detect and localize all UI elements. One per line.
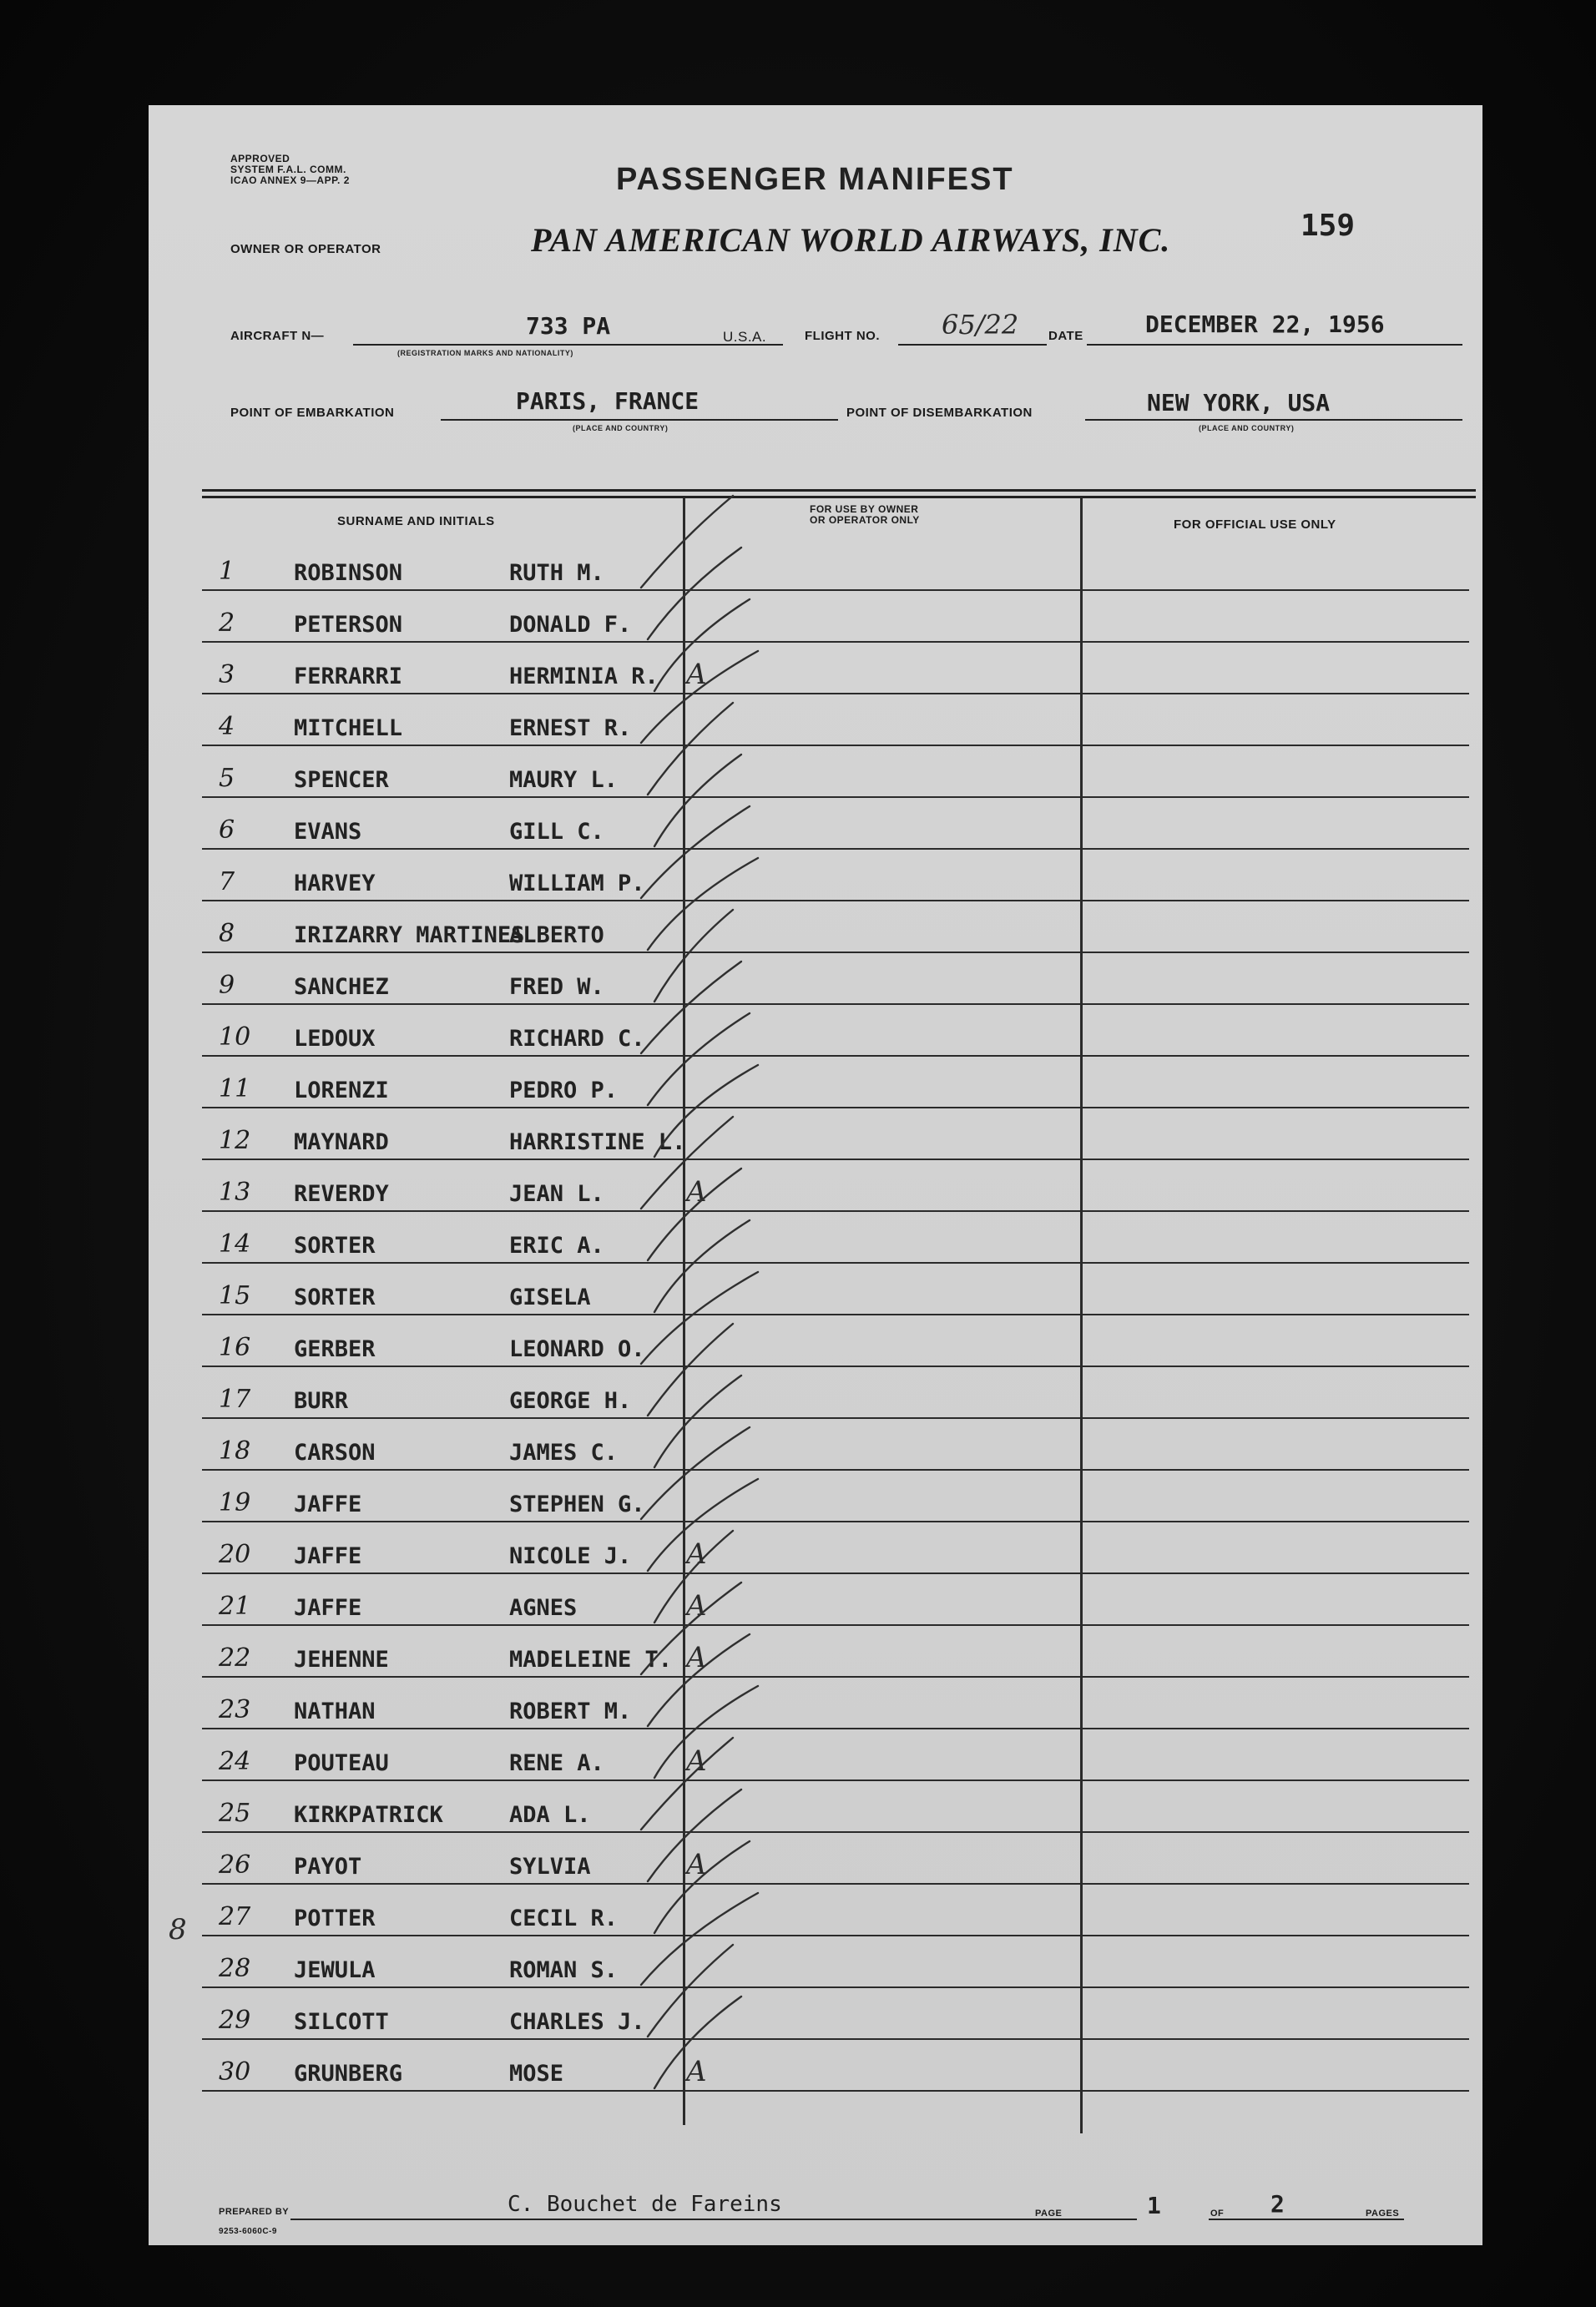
check-marks-layer [149,105,1482,2245]
manifest-sheet [149,105,1482,2245]
embark-value: PARIS, FRANCE [516,387,700,415]
passenger-given-name: ROMAN S. [509,1957,619,1983]
passenger-given-name: HARRISTINE L. [509,1129,686,1155]
passenger-given-name: ERIC A. [509,1233,604,1259]
passenger-surname: LEDOUX [294,1026,376,1052]
row-number: 10 [219,1022,251,1052]
passenger-surname: JAFFE [294,1543,362,1569]
passenger-given-name: MOSE [509,2061,564,2087]
passenger-given-name: GISELA [509,1285,591,1310]
passenger-given-name: LEONARD O. [509,1336,645,1362]
passenger-surname: MITCHELL [294,715,403,741]
check-stroke [648,1945,733,2037]
passenger-surname: PAYOT [294,1854,362,1880]
row-number: 13 [219,1178,251,1207]
passenger-given-name: SYLVIA [509,1854,591,1880]
row-number: 5 [219,764,235,793]
arrival-mark: A [686,2055,707,2088]
row-number: 18 [219,1436,251,1466]
row-number: 11 [219,1074,251,1103]
passenger-surname: BURR [294,1388,349,1414]
arrival-mark: A [686,1641,707,1674]
passenger-surname: IRIZARRY MARTINES [294,922,525,948]
disembark-value: NEW YORK, USA [1147,389,1331,416]
passenger-surname: REVERDY [294,1181,389,1207]
arrival-mark: A [686,658,707,691]
passenger-surname: GRUNBERG [294,2061,403,2087]
check-stroke [648,1790,741,1881]
check-stroke [648,1169,741,1260]
row-number: 2 [219,608,235,638]
pages-label: PAGES [1366,2209,1400,2219]
flight-label: FLIGHT NO. [805,329,880,343]
passenger-surname: CARSON [294,1440,376,1466]
manifest-title: PASSENGER MANIFEST [616,162,1014,197]
row-number: 28 [219,1954,251,1983]
passenger-given-name: GEORGE H. [509,1388,632,1414]
passenger-surname: EVANS [294,819,362,845]
passenger-surname: PETERSON [294,612,403,638]
passenger-given-name: JEAN L. [509,1181,604,1207]
row-number: 26 [219,1850,251,1880]
prepared-underline [290,2219,1137,2220]
check-stroke [641,806,750,898]
passenger-given-name: CECIL R. [509,1906,619,1931]
check-stroke [648,703,733,795]
row-number: 14 [219,1229,251,1259]
passenger-given-name: CHARLES J. [509,2009,645,2035]
passenger-surname: JAFFE [294,1595,362,1621]
passenger-surname: SPENCER [294,767,389,793]
of-underline [1209,2219,1404,2220]
page-label: PAGE [1035,2209,1063,2219]
row-number: 30 [219,2057,251,2087]
row-number: 23 [219,1695,251,1724]
row-number: 17 [219,1385,251,1414]
passenger-given-name: RICHARD C. [509,1026,645,1052]
passenger-given-name: HERMINIA R. [509,664,659,689]
passenger-given-name: FRED W. [509,974,604,1000]
passenger-surname: SORTER [294,1285,376,1310]
check-stroke [648,1634,750,1726]
passenger-given-name: ALBERTO [509,922,604,948]
check-stroke [641,1583,741,1674]
passenger-given-name: PEDRO P. [509,1078,619,1103]
flight-value: 65/22 [942,309,1019,341]
passenger-given-name: MAURY L. [509,767,619,793]
owner-value: PAN AMERICAN WORLD AIRWAYS, INC. [531,221,1171,259]
passenger-surname: MAYNARD [294,1129,389,1155]
owner-label: OWNER OR OPERATOR [230,242,381,256]
check-stroke [641,1738,733,1830]
passenger-surname: POUTEAU [294,1750,389,1776]
check-stroke [654,910,733,1002]
row-number: 21 [219,1592,251,1621]
check-stroke [641,651,758,743]
date-label: DATE [1048,329,1083,343]
passenger-surname: GERBER [294,1336,376,1362]
passenger-surname: SILCOTT [294,2009,389,2035]
passenger-given-name: ROBERT M. [509,1699,632,1724]
passenger-surname: HARVEY [294,871,376,896]
prepared-value: C. Bouchet de Fareins [508,2192,782,2217]
passenger-given-name: JAMES C. [509,1440,619,1466]
passenger-given-name: NICOLE J. [509,1543,632,1569]
passenger-surname: JEHENNE [294,1647,389,1673]
row-number: 29 [219,2006,251,2035]
check-stroke [641,1117,733,1209]
row-number: 27 [219,1902,251,1931]
passenger-surname: SANCHEZ [294,974,389,1000]
passenger-given-name: GILL C. [509,819,604,845]
check-stroke [641,1427,750,1519]
approval-line-2: SYSTEM F.A.L. COMM. [230,164,346,175]
usa-label: U.S.A. [723,329,767,345]
check-stroke [641,1272,758,1364]
date-value: DECEMBER 22, 1956 [1145,310,1385,338]
col-surname-header: SURNAME AND INITIALS [337,514,495,528]
passenger-given-name: STEPHEN G. [509,1492,645,1517]
page-stamp: 159 [1301,209,1356,243]
aircraft-label: AIRCRAFT N— [230,329,325,343]
col-owner-header: FOR USE BY OWNER OR OPERATOR ONLY [810,503,920,526]
arrival-mark: A [686,1589,707,1623]
row-number: 3 [219,660,235,689]
arrival-mark: A [686,1848,707,1881]
passenger-surname: JAFFE [294,1492,362,1517]
embark-label: POINT OF EMBARKATION [230,406,395,420]
passenger-given-name: DONALD F. [509,612,632,638]
passenger-surname: SORTER [294,1233,376,1259]
check-stroke [648,1013,750,1105]
prepared-label: PREPARED BY [219,2207,290,2217]
aircraft-value: 733 PA [526,312,611,340]
row-number: 1 [219,557,235,586]
check-stroke [641,962,741,1053]
arrival-mark: A [686,1744,707,1778]
passenger-given-name: ERNEST R. [509,715,632,741]
approval-line-1: APPROVED [230,153,290,164]
check-stroke [641,496,733,588]
row-number: 16 [219,1333,251,1362]
row-number: 12 [219,1126,251,1155]
row-number: 19 [219,1488,251,1517]
row-number: 15 [219,1281,251,1310]
aircraft-caption: (REGISTRATION MARKS AND NATIONALITY) [397,349,573,357]
form-number: 9253-6060C-9 [219,2227,277,2236]
passenger-given-name: MADELEINE T. [509,1647,673,1673]
passenger-surname: POTTER [294,1906,376,1931]
row-number: 8 [219,919,235,948]
row-number: 7 [219,867,235,896]
arrival-mark: A [686,1537,707,1571]
page-value: 1 [1147,2192,1161,2219]
passenger-surname: JEWULA [294,1957,376,1983]
row-number: 24 [219,1747,251,1776]
passenger-given-name: WILLIAM P. [509,871,645,896]
margin-note: 8 [169,1913,187,1946]
approval-line-3: ICAO ANNEX 9—APP. 2 [230,174,350,186]
passenger-surname: ROBINSON [294,560,403,586]
passenger-surname: NATHAN [294,1699,376,1724]
disembark-caption: (PLACE AND COUNTRY) [1199,424,1295,432]
row-number: 9 [219,971,235,1000]
embark-caption: (PLACE AND COUNTRY) [573,424,669,432]
check-stroke [641,1893,758,1985]
row-number: 20 [219,1540,251,1569]
check-stroke [648,548,741,639]
col-official-header: FOR OFFICIAL USE ONLY [1174,517,1336,532]
passenger-given-name: AGNES [509,1595,578,1621]
passenger-given-name: RENE A. [509,1750,604,1776]
passenger-surname: LORENZI [294,1078,389,1103]
row-number: 4 [219,712,235,741]
of-label: OF [1210,2209,1225,2219]
passenger-given-name: RUTH M. [509,560,604,586]
disembark-label: POINT OF DISEMBARKATION [846,406,1033,420]
passenger-given-name: ADA L. [509,1802,591,1828]
row-number: 22 [219,1643,251,1673]
of-value: 2 [1270,2190,1285,2218]
check-stroke [648,1324,733,1416]
arrival-mark: A [686,1175,707,1209]
passenger-surname: KIRKPATRICK [294,1802,443,1828]
check-stroke [654,1531,733,1623]
passenger-surname: FERRARRI [294,664,403,689]
row-number: 6 [219,815,235,845]
row-number: 25 [219,1799,251,1828]
